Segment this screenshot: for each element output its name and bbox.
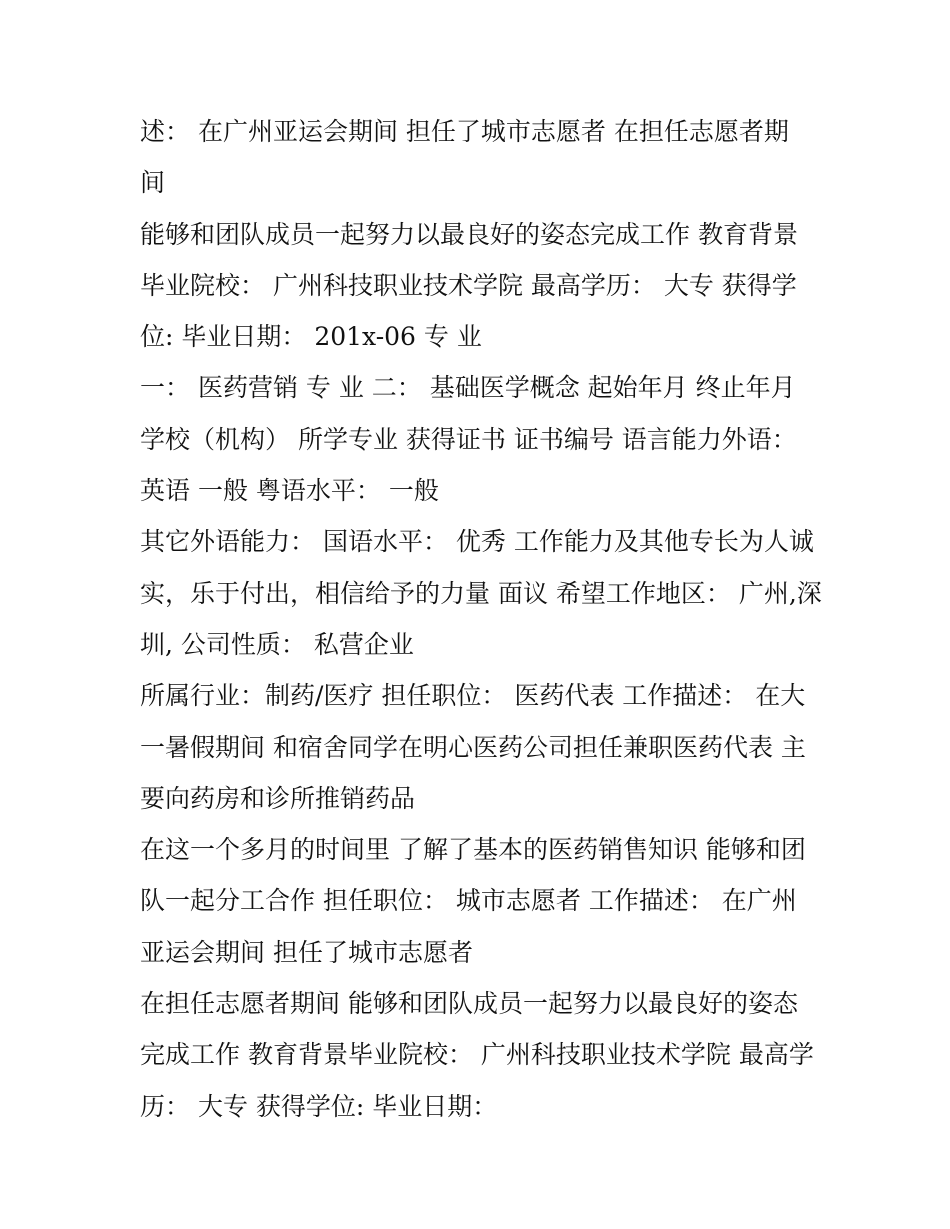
text-line: 一暑假期间 和宿舍同学在明心医药公司担任兼职医药代表 主 <box>140 732 806 762</box>
text-line: 所属行业：制药/医疗 担任职位： 医药代表 工作描述： 在大 <box>140 681 806 711</box>
text-line: 学校（机构） 所学专业 获得证书 证书编号 语言能力外语： <box>140 424 797 454</box>
text-line: 位: 毕业日期： 201x-06 专 业 <box>140 322 482 352</box>
text-line: 英语 一般 粤语水平： 一般 <box>140 476 439 506</box>
text-line: 完成工作 教育背景毕业院校： 广州科技职业技术学院 最高学 <box>140 1040 814 1070</box>
text-line: 间 <box>140 168 166 198</box>
text-line: 在这一个多月的时间里 了解了基本的医药销售知识 能够和团 <box>140 835 806 865</box>
text-line: 队一起分工合作 担任职位： 城市志愿者 工作描述： 在广州 <box>140 886 797 916</box>
text-line: 一： 医药营销 专 业 二： 基础医学概念 起始年月 终止年月 <box>140 373 796 403</box>
text-line: 在担任志愿者期间 能够和团队成员一起努力以最良好的姿态 <box>140 989 798 1019</box>
text-line: 要向药房和诊所推销药品 <box>140 783 416 813</box>
text-line: 亚运会期间 担任了城市志愿者 <box>140 937 473 967</box>
text-line: 述： 在广州亚运会期间 担任了城市志愿者 在担任志愿者期 <box>140 117 789 146</box>
resume-text-body <box>140 106 840 1132</box>
text-line: 毕业院校： 广州科技职业技术学院 最高学历： 大专 获得学 <box>140 270 797 300</box>
text-line: 实，乐于付出，相信给予的力量 面议 希望工作地区： 广州,深 <box>140 578 822 608</box>
text-line: 其它外语能力： 国语水平： 优秀 工作能力及其他专长为人诚 <box>140 527 814 557</box>
text-line: 历： 大专 获得学位: 毕业日期： <box>140 1091 498 1121</box>
text-line: 能够和团队成员一起努力以最良好的姿态完成工作 教育背景 <box>140 219 798 249</box>
text-line: 圳, 公司性质： 私营企业 <box>140 629 414 659</box>
